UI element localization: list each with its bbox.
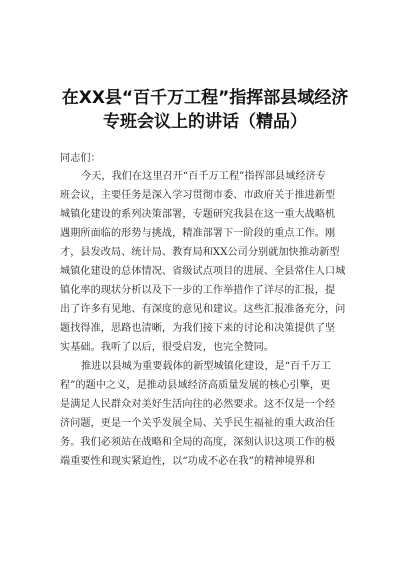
paragraph-1-line: 城镇化建设的总体情况、省级试点项目的进展、全县常住人口城 xyxy=(60,266,346,277)
paragraph-1-line: 镇化率的现状分析以及下一步的工作举措作了详尽的汇报，提 xyxy=(60,285,336,296)
document-title-line-1: 在XX县“百千万工程”指挥部县域经济 xyxy=(61,88,349,108)
paragraph-1-line: 班会议，主要任务是深入学习贯彻市委、市政府关于推进新型 xyxy=(60,190,336,201)
paragraph-2-line: 是满足人民群众对美好生活向往的必然要求。这不仅是一个经 xyxy=(60,399,336,410)
paragraph-1-line: 遇期所面临的形势与挑战，精准部署下一阶段的重点工作。刚 xyxy=(60,228,336,239)
paragraph-2-line: 程”的题中之义，是推动县域经济高质量发展的核心引擎，更 xyxy=(60,380,331,391)
document-title-line-2: 专班会议上的讲话（精品） xyxy=(103,112,307,132)
paragraph-2-line: 端重要性和现实紧迫性，以“功成不必在我”的精神境界和 xyxy=(60,456,316,467)
paragraph-1-line: 出了许多有见地、有深度的意见和建议。这些汇报准备充分，问 xyxy=(60,304,346,315)
paragraph-1-line: 实基础。我听了以后，很受启发，也完全赞同。 xyxy=(60,342,275,353)
paragraph-1-line: 今天，我们在这里召开“百千万工程”指挥部县域经济专 xyxy=(81,171,326,182)
paragraph-2-line: 济问题，更是一个关乎发展全局、关乎民生福祉的重大政治任 xyxy=(60,418,336,429)
paragraph-1-line: 题找得准，思路也清晰，为我们接下来的讨论和决策提供了坚 xyxy=(60,323,336,334)
paragraph-2-line: 务。我们必须站在战略和全局的高度，深刻认识这项工作的极 xyxy=(60,437,336,448)
paragraph-2-line: 推进以县城为重要载体的新型城镇化建设，是“百千万工 xyxy=(81,361,331,372)
salutation: 同志们： xyxy=(60,153,101,164)
paragraph-1-line: 城镇化建设的系列决策部署，专题研究我县在这一重大战略机 xyxy=(60,209,336,220)
paragraph-1-line: 才，县发改局、统计局、教育局和XX公司分别就加快推动新型 xyxy=(60,247,340,258)
